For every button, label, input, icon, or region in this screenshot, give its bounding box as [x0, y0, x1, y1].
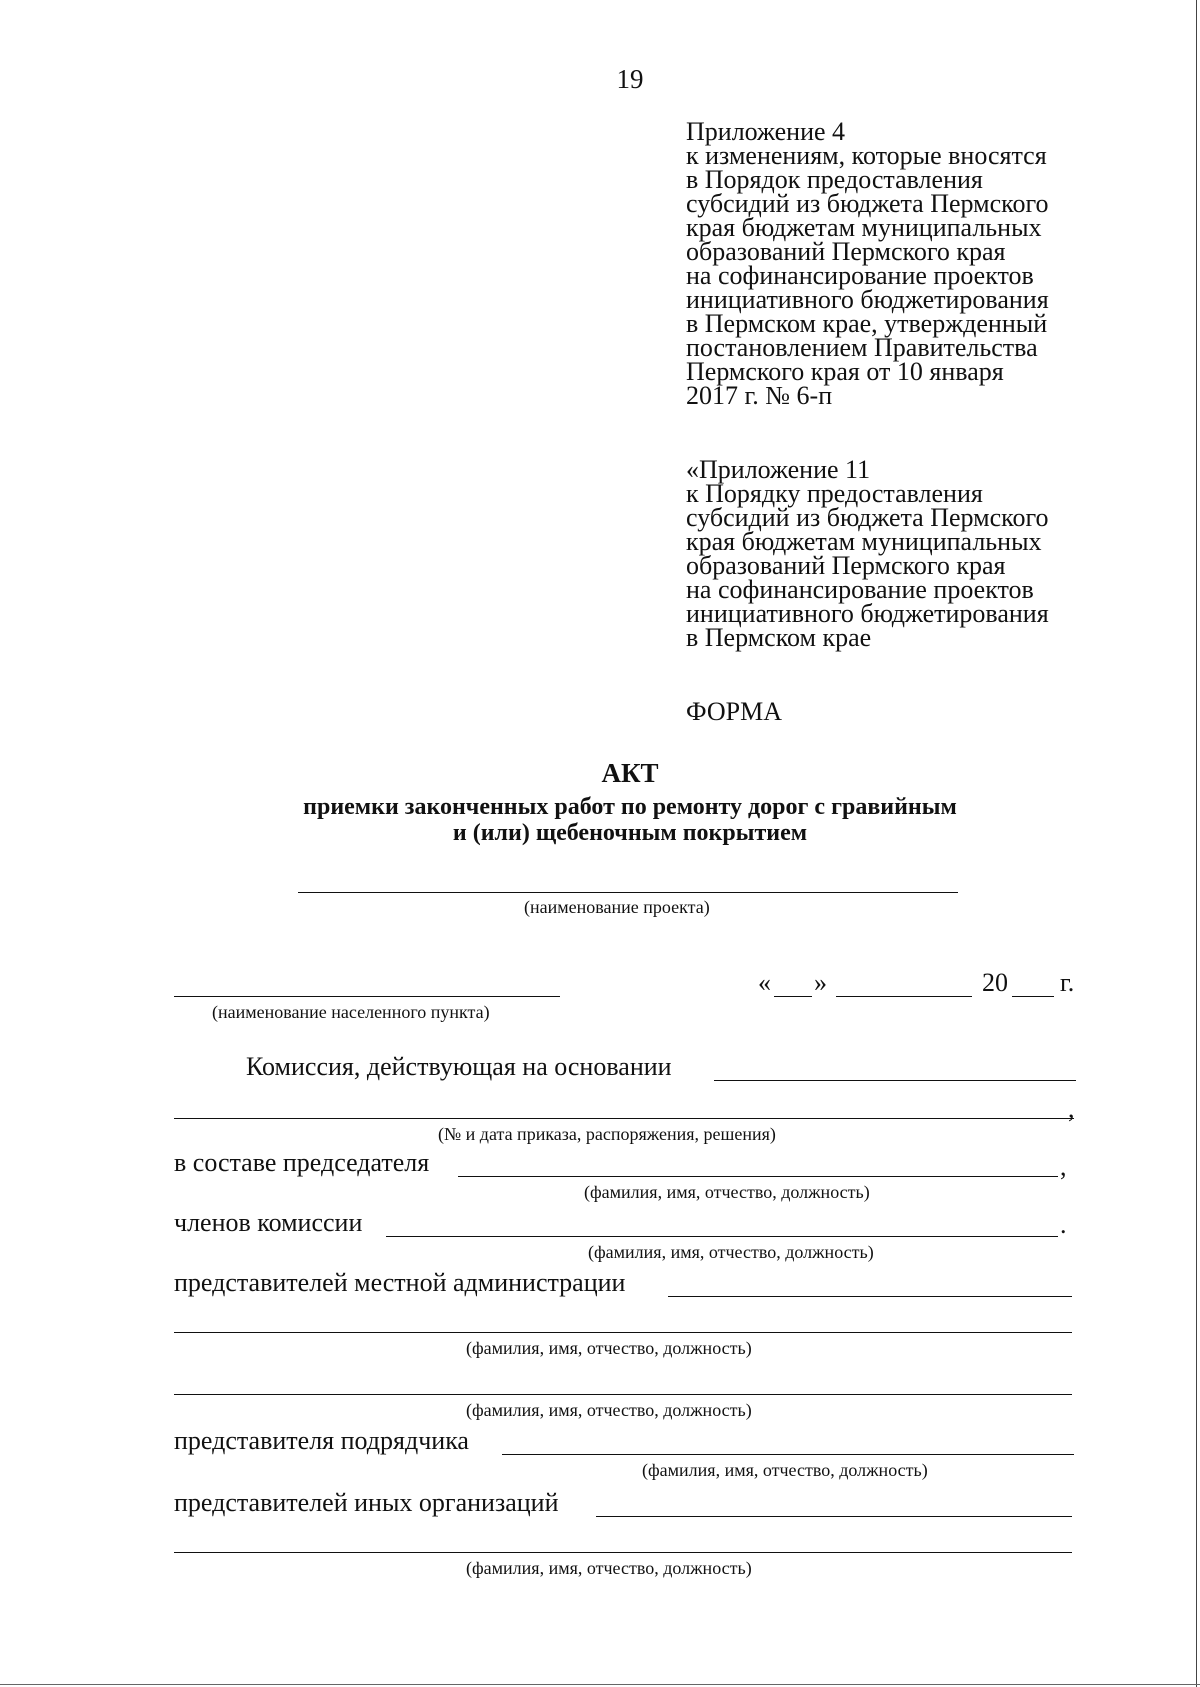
- act-title: АКТ: [601, 758, 659, 788]
- commission-label: Комиссия, действующая на основании: [246, 1052, 672, 1081]
- page-border-bottom: [0, 1684, 1200, 1685]
- act-subtitle: приемки законченных работ по ремонту дорог с гравийным и (или) щебеночным покрытием: [303, 794, 957, 846]
- form-label: ФОРМА: [686, 697, 782, 726]
- date-month-line[interactable]: [836, 996, 972, 997]
- date-close-quote: »: [814, 968, 827, 997]
- local-admin-line[interactable]: [668, 1296, 1072, 1297]
- date-day-line[interactable]: [774, 996, 812, 997]
- chairman-label: в составе председателя: [174, 1148, 430, 1177]
- date-year-suffix: г.: [1060, 968, 1075, 997]
- commission-basis-line-2[interactable]: [174, 1118, 1074, 1119]
- settlement-name-line[interactable]: [174, 996, 560, 997]
- members-line[interactable]: [386, 1236, 1058, 1237]
- members-caption: (фамилия, имя, отчество, должность): [588, 1242, 874, 1262]
- date-year-prefix: 20: [982, 968, 1008, 997]
- local-admin-line-2[interactable]: [174, 1332, 1072, 1333]
- contractor-line[interactable]: [502, 1454, 1074, 1455]
- appendix-11-heading: «Приложение 11 к Порядку предоставления субсидий из бюджета Пермского края бюджетам муниципальных образований Пермского края на софинансирование проектов инициативного бюджетирования в Пермском крае: [686, 455, 1049, 652]
- comma-2: ,: [1060, 1152, 1067, 1181]
- other-orgs-caption: (фамилия, имя, отчество, должность): [466, 1558, 752, 1578]
- contractor-label: представителя подрядчика: [174, 1426, 469, 1455]
- date-year-line[interactable]: [1012, 996, 1054, 997]
- other-orgs-line[interactable]: [596, 1516, 1072, 1517]
- local-admin-line-3[interactable]: [174, 1394, 1072, 1395]
- settlement-name-caption: (наименование населенного пункта): [212, 1002, 490, 1022]
- project-name-caption: (наименование проекта): [524, 897, 710, 917]
- commission-basis-line[interactable]: [714, 1080, 1076, 1081]
- contractor-caption: (фамилия, имя, отчество, должность): [642, 1460, 928, 1480]
- chairman-caption: (фамилия, имя, отчество, должность): [584, 1182, 870, 1202]
- other-orgs-line-2[interactable]: [174, 1552, 1072, 1553]
- local-admin-label: представителей местной администрации: [174, 1268, 626, 1297]
- order-details-caption: (№ и дата приказа, распоряжения, решения): [438, 1124, 776, 1144]
- chairman-line[interactable]: [458, 1176, 1058, 1177]
- local-admin-caption-2: (фамилия, имя, отчество, должность): [466, 1400, 752, 1420]
- appendix-4-heading: Приложение 4 к изменениям, которые вносятся в Порядок предоставления субсидий из бюджета Пермского края бюджетам муниципальных образований Пермского края на софинансирование проектов инициативного бюджетирования в Пермском крае, утвержденный постановлением Правительства Пермского края от 10 января 2017 г. № 6-п: [686, 117, 1049, 410]
- page-number: 19: [616, 64, 644, 94]
- members-label: членов комиссии: [174, 1208, 363, 1237]
- comma-1: ,: [1068, 1094, 1075, 1123]
- period-1: .: [1060, 1210, 1067, 1239]
- other-orgs-label: представителей иных организаций: [174, 1488, 559, 1517]
- local-admin-caption: (фамилия, имя, отчество, должность): [466, 1338, 752, 1358]
- project-name-line[interactable]: [298, 892, 958, 893]
- date-open-quote: «: [758, 968, 771, 997]
